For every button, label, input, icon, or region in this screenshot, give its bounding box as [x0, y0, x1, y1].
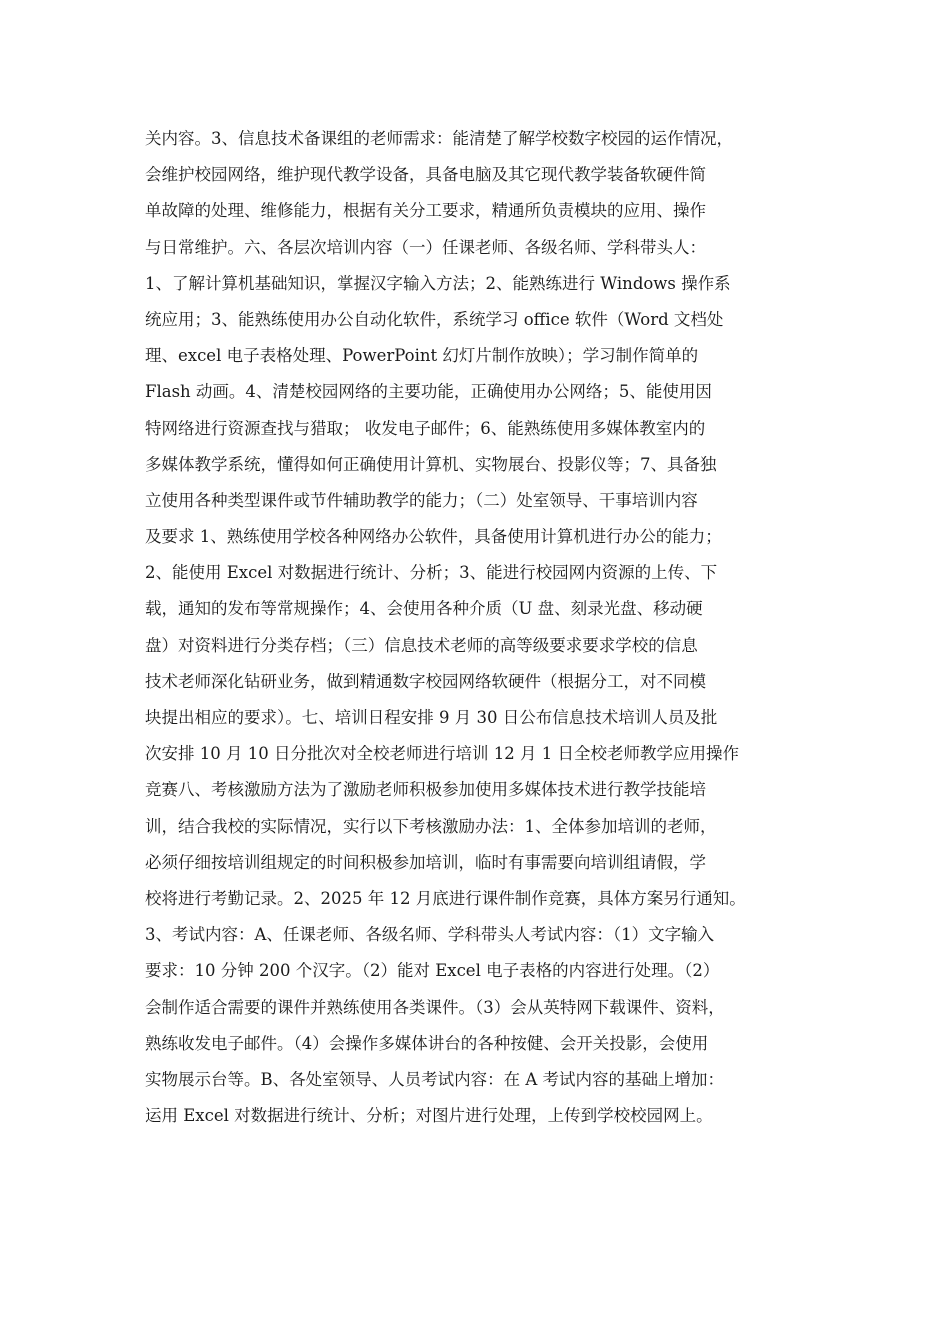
text-line: 技术老师深化钻研业务，做到精通数字校园网络软硬件（根据分工，对不同模: [145, 671, 706, 691]
text-line: 竞赛八、考核激励方法为了激励老师积极参加使用多媒体技术进行教学技能培: [145, 780, 706, 800]
text-line: 2、能使用 Excel 对数据进行统计、分析；3、能进行校园网内资源的上传、下: [145, 563, 718, 583]
text-line: 运用 Excel 对数据进行统计、分析；对图片进行处理，上传到学校校园网上。: [145, 1106, 713, 1126]
text-line: 立使用各种类型课件或节件辅助教学的能力；（二）处室领导、干事培训内容: [145, 490, 698, 510]
text-line: 次安排 10 月 10 日分批次对全校老师进行培训 12 月 1 日全校老师教学应用操作: [145, 744, 739, 764]
text-line: 特网络进行资源查找与猎取； 收发电子邮件；6、能熟练使用多媒体教室内的: [145, 418, 706, 438]
text-line: 会维护校园网络，维护现代教学设备，具备电脑及其它现代教学装备软硬件简: [145, 165, 706, 185]
text-line: 单故障的处理、维修能力，根据有关分工要求，精通所负责模块的应用、操作: [145, 201, 706, 221]
text-line: 会制作适合需要的课件并熟练使用各类课件。（3）会从英特网下载课件、资料，: [145, 997, 725, 1017]
text-line: 3、考试内容：A、任课老师、各级名师、学科带头人考试内容：（1）文字输入: [145, 925, 715, 945]
text-line: 及要求 1、熟练使用学校各种网络办公软件，具备使用计算机进行办公的能力；: [145, 527, 722, 547]
text-line: 统应用；3、能熟练使用办公自动化软件，系统学习 office 软件（Word 文档处: [145, 309, 724, 329]
text-line: 训，结合我校的实际情况，实行以下考核激励办法：1、全体参加培训的老师，: [145, 816, 717, 836]
text-line: 关内容。3、信息技术备课组的老师需求：能清楚了解学校数字校园的运作情况，: [145, 129, 733, 148]
text-line: 块提出相应的要求）。七、培训日程安排 9 月 30 日公布信息技术培训人员及批: [145, 708, 718, 727]
text-line: 实物展示台等。B、各处室领导、人员考试内容：在 A 考试内容的基础上增加：: [145, 1069, 725, 1089]
text-line: 多媒体教学系统，懂得如何正确使用计算机、实物展台、投影仪等；7、具备独: [145, 454, 717, 474]
text-line: Flash 动画。4、清楚校园网络的主要功能，正确使用办公网络；5、能使用因: [145, 382, 712, 402]
text-line: 盘）对资料进行分类存档；（三）信息技术老师的高等级要求要求学校的信息: [145, 635, 698, 655]
text-line: 校将进行考勤记录。2、2025 年 12 月底进行课件制作竞赛，具体方案另行通知。: [145, 888, 746, 908]
text-line: 必须仔细按培训组规定的时间积极参加培训，临时有事需要向培训组请假，学: [145, 852, 706, 872]
body-text: [145, 121, 815, 1134]
text-line: 理、excel 电子表格处理、PowerPoint 幻灯片制作放映）；学习制作简单的: [145, 346, 699, 366]
text-line: 1、了解计算机基础知识，掌握汉字输入方法；2、能熟练进行 Windows 操作系: [145, 273, 731, 293]
text-line: 熟练收发电子邮件。（4）会操作多媒体讲台的各种按健、会开关投影，会使用: [145, 1033, 709, 1053]
text-line: 要求：10 分钟 200 个汉字。（2）能对 Excel 电子表格的内容进行处理。（2）: [145, 961, 720, 981]
text-line: 与日常维护。六、各层次培训内容（一）任课老师、各级名师、学科带头人：: [145, 237, 706, 257]
text-line: 载，通知的发布等常规操作；4、会使用各种介质（U 盘、刻录光盘、移动硬: [145, 599, 703, 619]
